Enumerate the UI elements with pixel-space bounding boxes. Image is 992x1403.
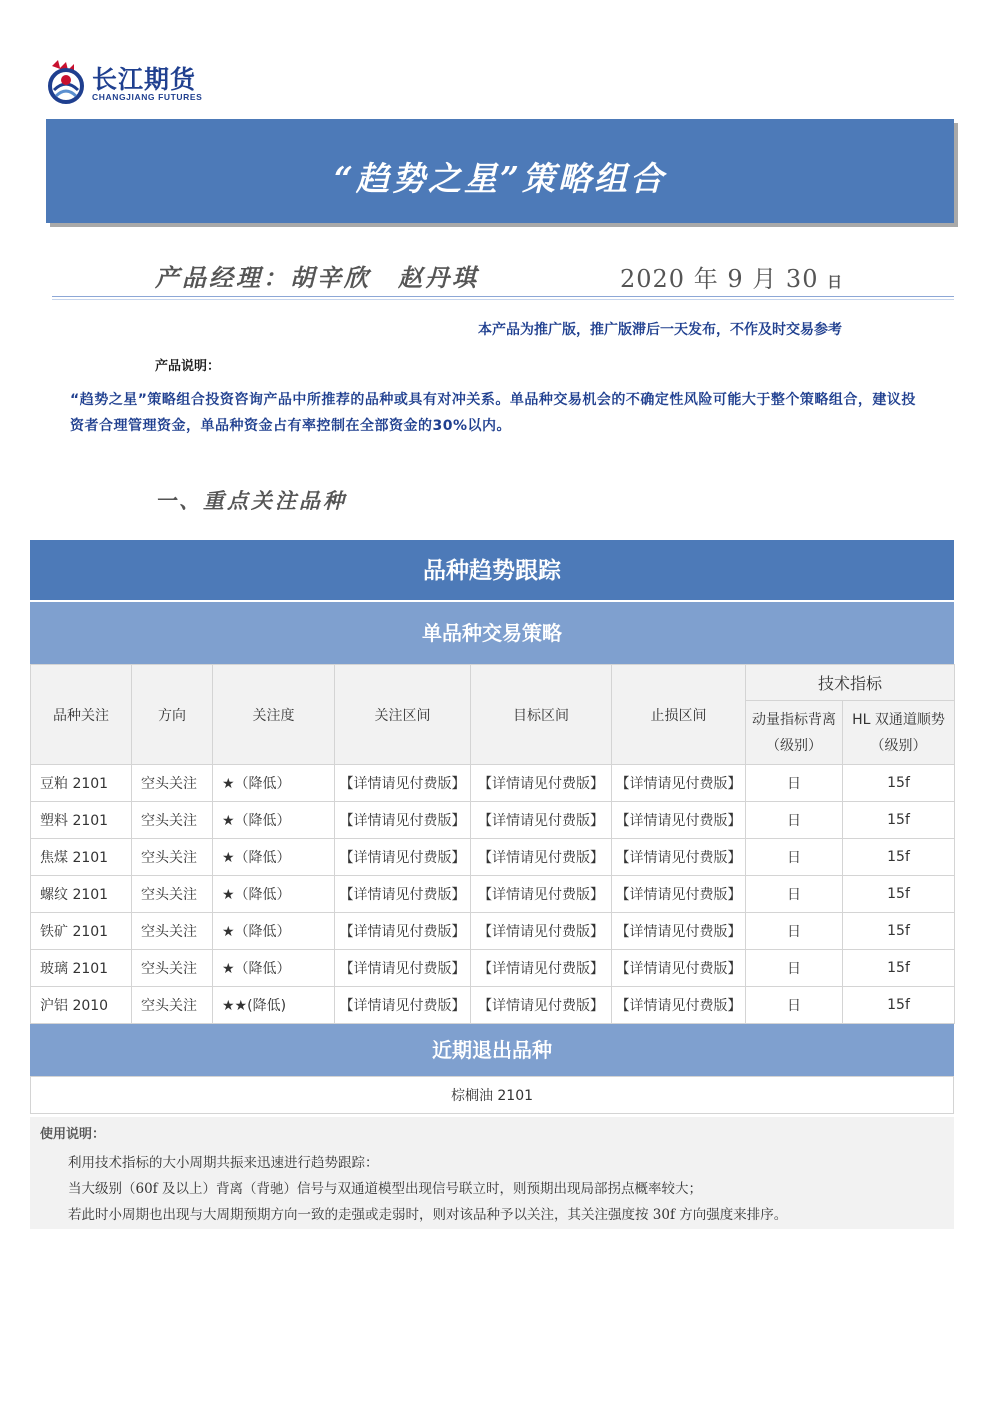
description-text: “趋势之星”策略组合投资咨询产品中所推荐的品种或具有对冲关系。单品种交易机会的不确定性风险可能大于整个策略组合，建议投资者合理管理资金，单品种资金占有率控制在全部资金的30%以内。: [70, 392, 916, 434]
level-cell: ★★(降低): [213, 987, 335, 1024]
focus-range-cell: 【详情请见付费版】: [335, 802, 471, 839]
description-label: 产品说明：: [155, 359, 221, 374]
hl-channel-cell: 15f: [843, 839, 955, 876]
level-cell: ★（降低）: [213, 765, 335, 802]
stop-range-cell: 【详情请见付费版】: [612, 765, 746, 802]
table-row: [31, 802, 955, 839]
table-row: [31, 950, 955, 987]
target-range-cell: 【详情请见付费版】: [471, 913, 612, 950]
hl-channel-cell: 15f: [843, 876, 955, 913]
product-manager: 产品经理：胡辛欣 赵丹琪: [155, 263, 479, 292]
momentum-cell: 日: [746, 987, 843, 1024]
hl-channel-cell: 15f: [843, 765, 955, 802]
header-stop-range: 止损区间: [612, 665, 746, 765]
momentum-cell: 日: [746, 765, 843, 802]
direction-cell: 空头关注: [132, 765, 213, 802]
variety-cell: 豆粕 2101: [31, 765, 132, 802]
page-title: “趋势之星”策略组合: [334, 159, 666, 198]
focus-range-cell: 【详情请见付费版】: [335, 839, 471, 876]
date-unit-month: 月: [752, 265, 778, 293]
date-month: 9: [727, 265, 744, 293]
target-range-cell: 【详情请见付费版】: [471, 987, 612, 1024]
header-target-range: 目标区间: [471, 665, 612, 765]
logo-name-en: CHANGJIANG FUTURES: [92, 92, 203, 102]
usage-title: 使用说明：: [40, 1127, 106, 1142]
trend-tracking-table: [30, 540, 954, 1114]
hl-channel-cell: 15f: [843, 950, 955, 987]
variety-cell: 焦煤 2101: [31, 839, 132, 876]
level-cell: ★（降低）: [213, 950, 335, 987]
target-range-cell: 【详情请见付费版】: [471, 802, 612, 839]
direction-cell: 空头关注: [132, 913, 213, 950]
direction-cell: 空头关注: [132, 987, 213, 1024]
target-range-cell: 【详情请见付费版】: [471, 839, 612, 876]
variety-cell: 塑料 2101: [31, 802, 132, 839]
momentum-cell: 日: [746, 950, 843, 987]
level-cell: ★（降低）: [213, 876, 335, 913]
exit-band-title: 近期退出品种: [30, 1024, 954, 1076]
stop-range-cell: 【详情请见付费版】: [612, 802, 746, 839]
date-unit-day: 日: [827, 273, 844, 291]
company-logo: [44, 56, 234, 108]
momentum-cell: 日: [746, 913, 843, 950]
focus-range-cell: 【详情请见付费版】: [335, 913, 471, 950]
momentum-cell: 日: [746, 802, 843, 839]
usage-notes: [30, 1117, 954, 1229]
table-row: [31, 987, 955, 1024]
variety-cell: 玻璃 2101: [31, 950, 132, 987]
header-tech-indicator: 技术指标: [746, 665, 955, 701]
stop-range-cell: 【详情请见付费版】: [612, 913, 746, 950]
direction-cell: 空头关注: [132, 839, 213, 876]
exit-items: 棕榈油 2101: [30, 1076, 954, 1114]
level-cell: ★（降低）: [213, 913, 335, 950]
header-direction: 方向: [132, 665, 213, 765]
focus-range-cell: 【详情请见付费版】: [335, 765, 471, 802]
date-unit-year: 年: [693, 265, 719, 293]
target-range-cell: 【详情请见付费版】: [471, 765, 612, 802]
table-sub-title: 单品种交易策略: [30, 602, 954, 664]
date-year: 2020: [620, 265, 686, 293]
title-banner: [46, 119, 954, 223]
stop-range-cell: 【详情请见付费版】: [612, 839, 746, 876]
header-variety: 品种关注: [31, 665, 132, 765]
hl-channel-cell: 15f: [843, 987, 955, 1024]
direction-cell: 空头关注: [132, 876, 213, 913]
logo-name-cn: 长江期货: [92, 65, 197, 94]
variety-cell: 螺纹 2101: [31, 876, 132, 913]
direction-cell: 空头关注: [132, 802, 213, 839]
usage-line: 若此时小周期也出现与大周期预期方向一致的走强或走弱时，则对该品种予以关注，其关注强度按 30f 方向强度来排序。: [68, 1207, 788, 1223]
date-day: 30: [785, 265, 819, 293]
level-cell: ★（降低）: [213, 839, 335, 876]
focus-range-cell: 【详情请见付费版】: [335, 950, 471, 987]
publish-date: [620, 259, 843, 294]
header-level: 关注度: [213, 665, 335, 765]
momentum-cell: 日: [746, 876, 843, 913]
target-range-cell: 【详情请见付费版】: [471, 876, 612, 913]
usage-line: 利用技术指标的大小周期共振来迅速进行趋势跟踪：: [68, 1155, 379, 1171]
strategy-table: [30, 664, 955, 1024]
table-row: [31, 839, 955, 876]
hl-channel-cell: 15f: [843, 913, 955, 950]
stop-range-cell: 【详情请见付费版】: [612, 876, 746, 913]
focus-range-cell: 【详情请见付费版】: [335, 876, 471, 913]
dragon-logo-icon: [44, 56, 88, 106]
table-row: [31, 876, 955, 913]
hl-channel-cell: 15f: [843, 802, 955, 839]
section-title: 一、重点关注品种: [155, 488, 347, 513]
header-focus-range: 关注区间: [335, 665, 471, 765]
promo-notice: 本产品为推广版，推广版滞后一天发布，不作及时交易参考: [478, 322, 842, 338]
stop-range-cell: 【详情请见付费版】: [612, 987, 746, 1024]
variety-cell: 沪铝 2010: [31, 987, 132, 1024]
table-row: [31, 765, 955, 802]
level-cell: ★（降低）: [213, 802, 335, 839]
divider: [52, 296, 954, 297]
table-row: [31, 913, 955, 950]
usage-line: 当大级别（60f 及以上）背离（背驰）信号与双通道模型出现信号联立时，则预期出现局部拐点概率较大；: [68, 1181, 702, 1197]
focus-range-cell: 【详情请见付费版】: [335, 987, 471, 1024]
stop-range-cell: 【详情请见付费版】: [612, 950, 746, 987]
target-range-cell: 【详情请见付费版】: [471, 950, 612, 987]
divider: [52, 299, 954, 300]
direction-cell: 空头关注: [132, 950, 213, 987]
header-momentum: 动量指标背离（级别）: [746, 701, 843, 765]
header-hl-channel: HL 双通道顺势（级别）: [843, 701, 955, 765]
table-band-title: 品种趋势跟踪: [30, 540, 954, 602]
momentum-cell: 日: [746, 839, 843, 876]
variety-cell: 铁矿 2101: [31, 913, 132, 950]
